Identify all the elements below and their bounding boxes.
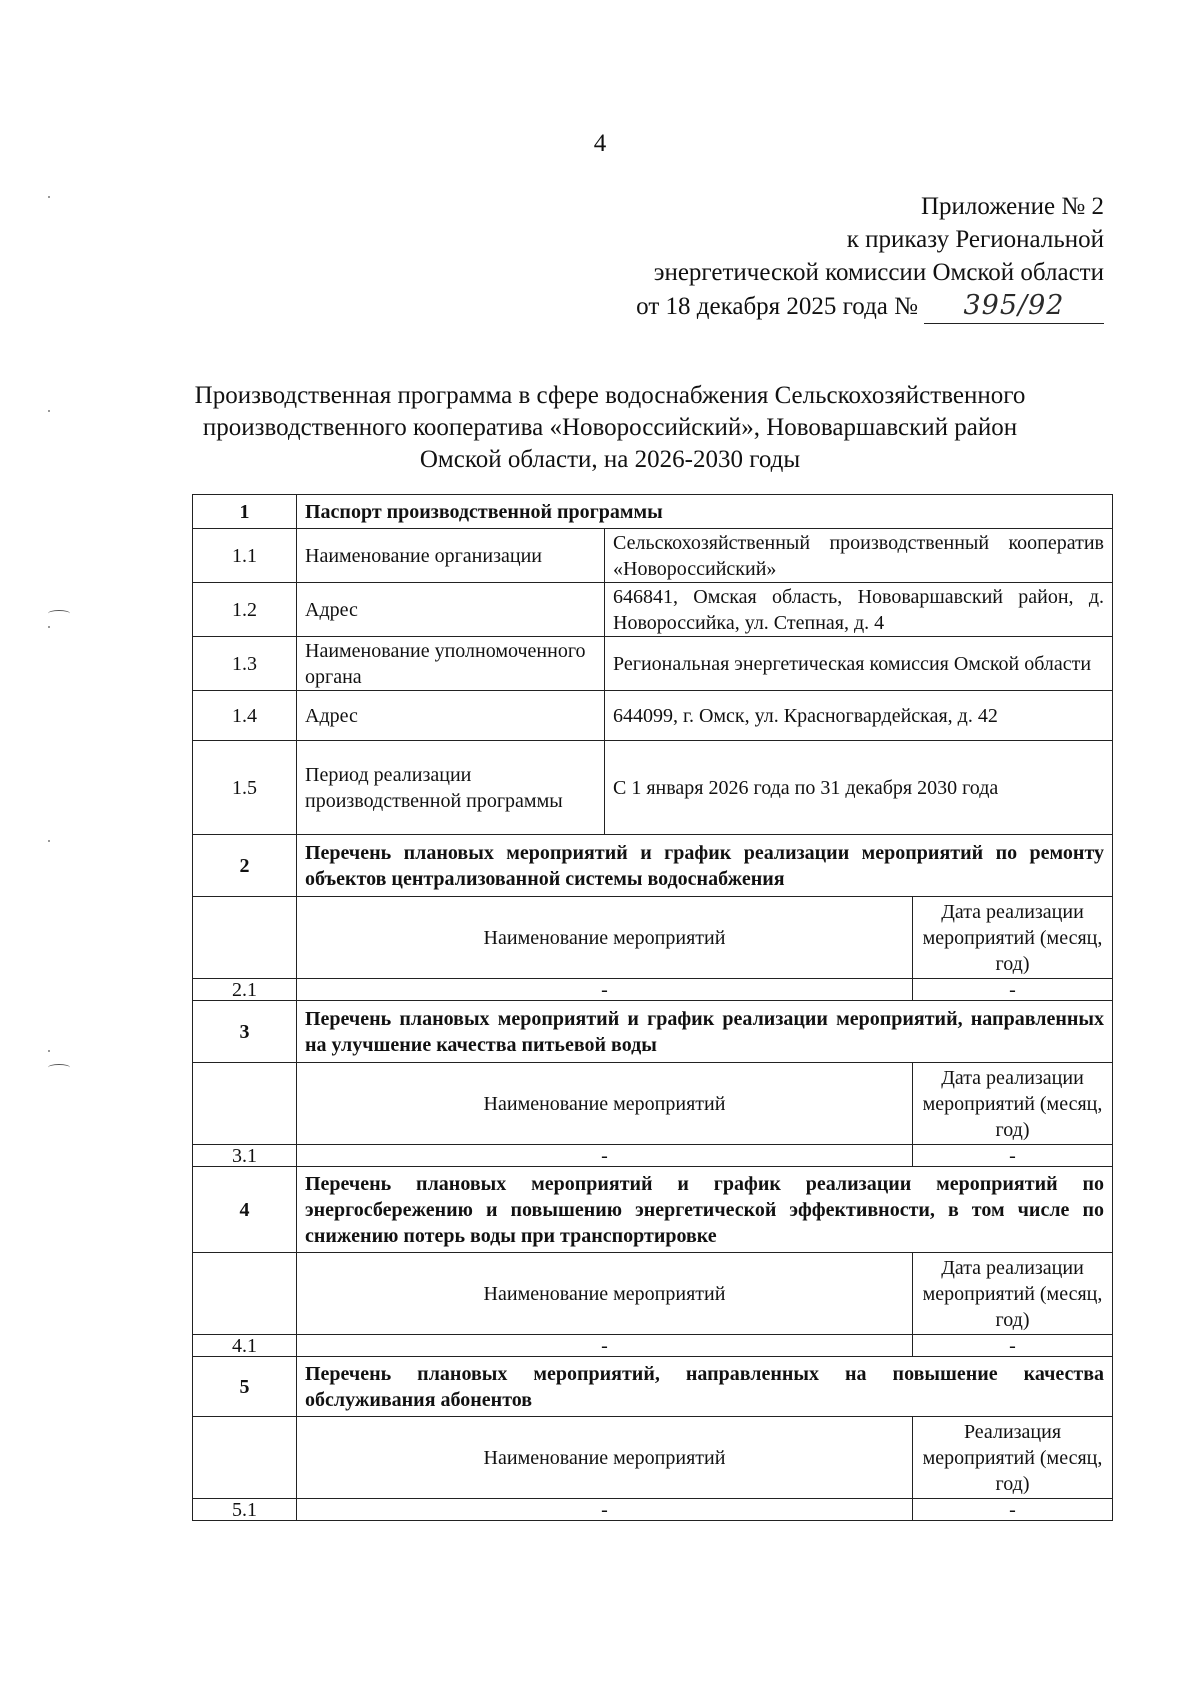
section-title: Перечень плановых мероприятий и график реализации мероприятий по ремонту объектов централизованной системы водоснабжения — [297, 835, 1113, 897]
passport-row — [193, 741, 1113, 835]
row-number: 5.1 — [193, 1499, 297, 1521]
row-number: 2.1 — [193, 979, 297, 1001]
scan-margin-mark — [48, 610, 70, 617]
passport-value: 644099, г. Омск, ул. Красногвардейская, д. 42 — [605, 691, 1113, 741]
passport-row — [193, 637, 1113, 691]
column-header-date: Дата реализации мероприятий (месяц, год) — [913, 897, 1113, 979]
section-title: Паспорт производственной программы — [297, 495, 1113, 529]
handwritten-order-number: 395/92 — [963, 290, 1065, 321]
empty-cell — [193, 1253, 297, 1335]
production-program-table — [192, 494, 1113, 1521]
column-header-date: Дата реализации мероприятий (месяц, год) — [913, 1253, 1113, 1335]
measure-date: - — [913, 1499, 1113, 1521]
title-line-2: производственного кооператива «Новороссийский», Нововаршавский район — [202, 414, 1018, 441]
passport-label: Наименование уполномоченного органа — [297, 637, 605, 691]
passport-row — [193, 529, 1113, 583]
title-line-1: Производственная программа в сфере водоснабжения Сельскохозяйственного — [194, 382, 1026, 409]
measure-row — [193, 1335, 1113, 1357]
document-title — [130, 380, 1090, 476]
passport-label: Адрес — [297, 691, 605, 741]
passport-value: 646841, Омская область, Нововаршавский район, д. Новороссийка, ул. Степная, д. 4 — [605, 583, 1113, 637]
section-5-header-row — [193, 1357, 1113, 1417]
column-header-row — [193, 1063, 1113, 1145]
row-number: 1.5 — [193, 741, 297, 835]
section-1-header-row — [193, 495, 1113, 529]
section-2-header-row — [193, 835, 1113, 897]
measure-row — [193, 979, 1113, 1001]
empty-cell — [193, 897, 297, 979]
scan-speck — [48, 626, 50, 628]
passport-row — [193, 691, 1113, 741]
section-title: Перечень плановых мероприятий, направленных на повышение качества обслуживания абонентов — [297, 1357, 1113, 1417]
scan-margin-mark — [48, 1064, 70, 1071]
measure-name: - — [297, 979, 913, 1001]
measure-date: - — [913, 1335, 1113, 1357]
row-number: 1.1 — [193, 529, 297, 583]
empty-cell — [193, 1063, 297, 1145]
column-header-date: Дата реализации мероприятий (месяц, год) — [913, 1063, 1113, 1145]
column-header-date: Реализация мероприятий (месяц, год) — [913, 1417, 1113, 1499]
column-header-row — [193, 897, 1113, 979]
measure-name: - — [297, 1145, 913, 1167]
measure-date: - — [913, 1145, 1113, 1167]
appendix-line-4 — [636, 289, 1104, 324]
section-number: 1 — [193, 495, 297, 529]
scan-speck — [48, 1050, 50, 1052]
section-title: Перечень плановых мероприятий и график реализации мероприятий, направленных на улучшение качества питьевой воды — [297, 1001, 1113, 1063]
column-header-row — [193, 1417, 1113, 1499]
column-header-row — [193, 1253, 1113, 1335]
passport-label: Период реализации производственной программы — [297, 741, 605, 835]
appendix-header — [636, 190, 1104, 324]
section-number: 5 — [193, 1357, 297, 1417]
section-number: 3 — [193, 1001, 297, 1063]
passport-row — [193, 583, 1113, 637]
measure-name: - — [297, 1499, 913, 1521]
measure-name: - — [297, 1335, 913, 1357]
column-header-name: Наименование мероприятий — [297, 1253, 913, 1335]
measure-row — [193, 1499, 1113, 1521]
passport-value: Сельскохозяйственный производственный кооператив «Новороссийский» — [605, 529, 1113, 583]
appendix-line-1: Приложение № 2 — [920, 193, 1104, 220]
row-number: 1.2 — [193, 583, 297, 637]
scan-speck — [48, 410, 50, 412]
order-date-text: от 18 декабря 2025 года № — [636, 293, 918, 320]
order-number-field — [924, 289, 1104, 324]
title-line-3: Омской области, на 2026-2030 годы — [419, 446, 801, 473]
column-header-name: Наименование мероприятий — [297, 897, 913, 979]
column-header-name: Наименование мероприятий — [297, 1417, 913, 1499]
column-header-name: Наименование мероприятий — [297, 1063, 913, 1145]
section-title: Перечень плановых мероприятий и график реализации мероприятий по энергосбережению и повышению энергетической эффективности, в том числе по снижению потерь воды при транспортировке — [297, 1167, 1113, 1253]
section-4-header-row — [193, 1167, 1113, 1253]
section-3-header-row — [193, 1001, 1113, 1063]
section-number: 4 — [193, 1167, 297, 1253]
passport-label: Наименование организации — [297, 529, 605, 583]
row-number: 1.3 — [193, 637, 297, 691]
row-number: 3.1 — [193, 1145, 297, 1167]
passport-label: Адрес — [297, 583, 605, 637]
measure-row — [193, 1145, 1113, 1167]
row-number: 1.4 — [193, 691, 297, 741]
passport-value: Региональная энергетическая комиссия Омской области — [605, 637, 1113, 691]
scan-speck — [48, 840, 50, 842]
section-number: 2 — [193, 835, 297, 897]
appendix-line-3: энергетической комиссии Омской области — [653, 259, 1104, 286]
empty-cell — [193, 1417, 297, 1499]
measure-date: - — [913, 979, 1113, 1001]
row-number: 4.1 — [193, 1335, 297, 1357]
page-number: 4 — [593, 130, 607, 157]
passport-value: С 1 января 2026 года по 31 декабря 2030 года — [605, 741, 1113, 835]
appendix-line-2: к приказу Региональной — [846, 226, 1104, 253]
scan-speck — [48, 196, 50, 198]
